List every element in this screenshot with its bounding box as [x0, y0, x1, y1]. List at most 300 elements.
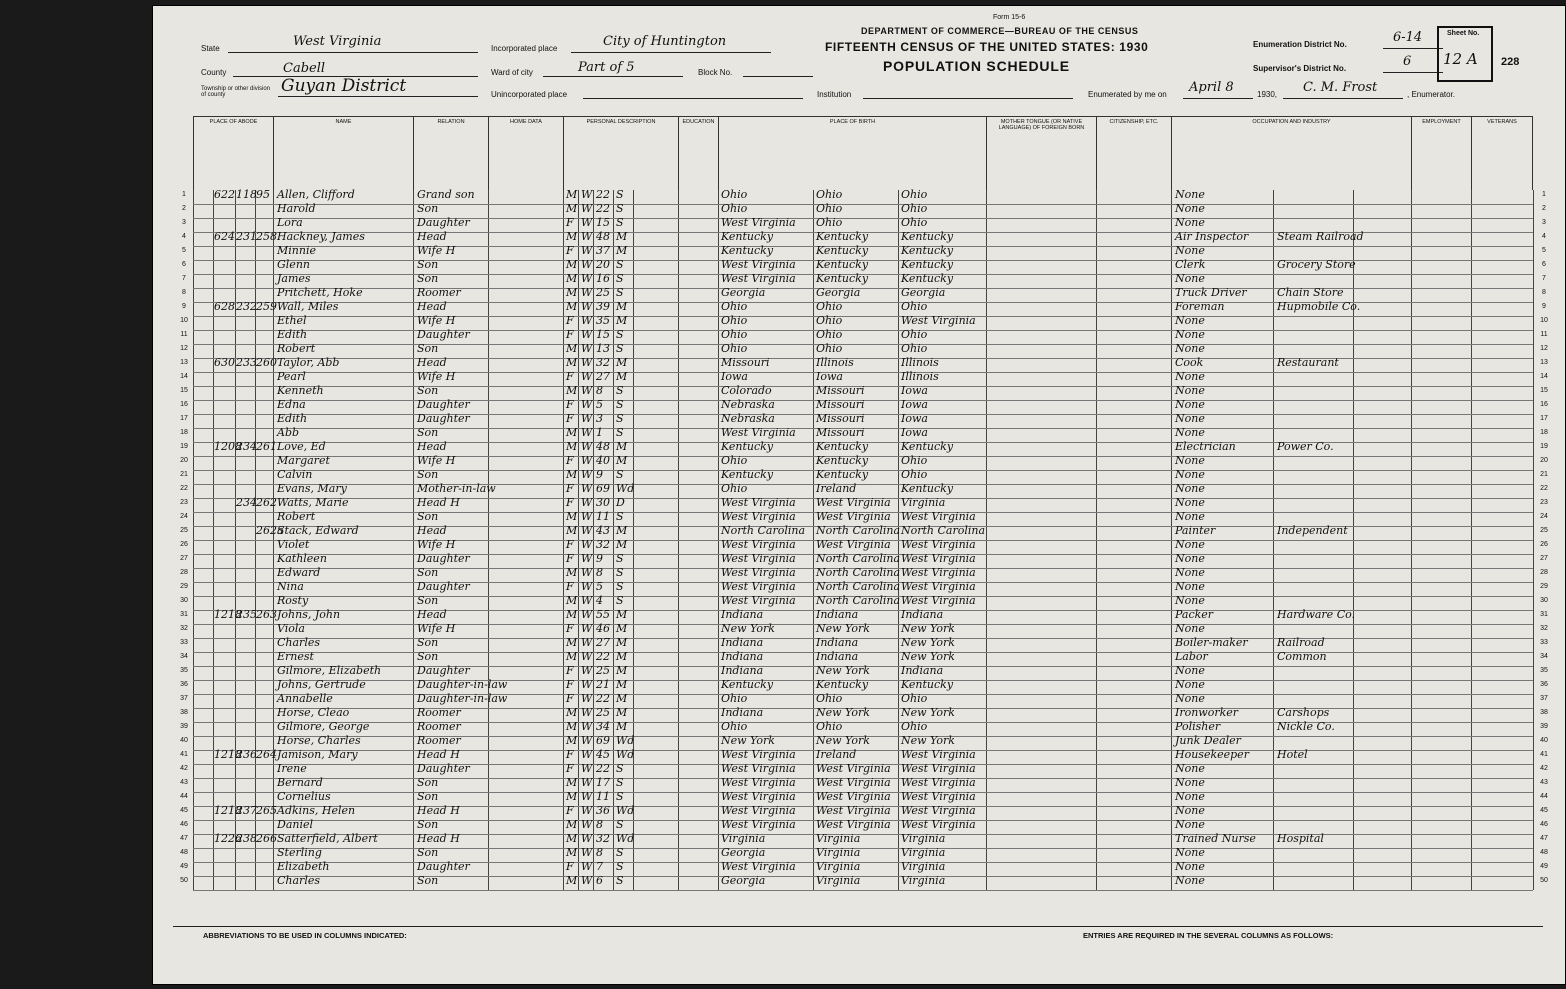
line-number-right: 12: [1540, 345, 1548, 352]
line-number-right: 8: [1542, 289, 1546, 296]
race: W: [581, 398, 593, 411]
person-name: Ernest: [277, 650, 314, 663]
sex: F: [566, 314, 574, 327]
group-education: EDUCATION: [678, 116, 718, 190]
line-number: 43: [180, 779, 188, 786]
birthplace-father: North Carolina: [816, 552, 901, 565]
household-number: 95: [256, 188, 270, 201]
line-number-right: 36: [1540, 681, 1548, 688]
birthplace-person: West Virginia: [721, 216, 796, 229]
person-name: Ethel: [277, 314, 307, 327]
person-name: Lora: [277, 216, 303, 229]
relation: Roomer: [417, 734, 461, 747]
occupation: None: [1175, 510, 1205, 523]
birthplace-person: Ohio: [721, 202, 748, 215]
relation: Head: [417, 356, 447, 369]
person-name: Allen, Clifford: [277, 188, 355, 201]
group-veterans: VETERANS: [1471, 116, 1533, 190]
dwelling-number: 1226: [214, 832, 242, 845]
birthplace-mother: Ohio: [901, 454, 928, 467]
occupation: None: [1175, 692, 1205, 705]
birthplace-father: Kentucky: [816, 468, 869, 481]
relation: Daughter: [417, 328, 470, 341]
sex: F: [566, 370, 574, 383]
occupation: Foreman: [1175, 300, 1225, 313]
sex: M: [566, 286, 578, 299]
race: W: [581, 818, 593, 831]
line-number-right: 2: [1542, 205, 1546, 212]
marital-status: M: [616, 440, 628, 453]
person-name: Annabelle: [277, 692, 333, 705]
birthplace-person: Iowa: [721, 370, 748, 383]
occupation: Housekeeper: [1175, 748, 1249, 761]
person-name: Edith: [277, 328, 308, 341]
age: 37: [596, 244, 610, 257]
dwelling-number: 1218: [214, 804, 242, 817]
person-name: Horse, Charles: [277, 734, 361, 747]
marital-status: S: [616, 580, 624, 593]
occupation: None: [1175, 804, 1205, 817]
occupation: Trained Nurse: [1175, 832, 1256, 845]
birthplace-father: North Carolina: [816, 566, 901, 579]
person-name: Taylor, Abb: [277, 356, 340, 369]
relation: Son: [417, 874, 439, 887]
line-number: 21: [180, 471, 188, 478]
occupation: Painter: [1175, 524, 1216, 537]
birthplace-mother: Iowa: [901, 426, 928, 439]
birthplace-person: Ohio: [721, 300, 748, 313]
birthplace-father: New York: [816, 664, 870, 677]
line-number-right: 37: [1540, 695, 1548, 702]
birthplace-father: Illinois: [816, 356, 854, 369]
group-occupation-industry: OCCUPATION AND INDUSTRY: [1171, 116, 1411, 190]
line-number-right: 4: [1542, 233, 1546, 240]
sex: F: [566, 692, 574, 705]
table-row: [180, 356, 1548, 373]
birthplace-person: West Virginia: [721, 860, 796, 873]
industry: Hardware Co.: [1277, 608, 1356, 621]
age: 8: [596, 818, 603, 831]
person-name: Abb: [277, 426, 300, 439]
occupation: None: [1175, 468, 1205, 481]
incorporated-label: Incorporated place: [491, 44, 558, 53]
line-number-right: 47: [1540, 835, 1548, 842]
marital-status: S: [616, 468, 624, 481]
line-number: 16: [180, 401, 188, 408]
line-number-right: 15: [1540, 387, 1548, 394]
person-name: Harold: [277, 202, 316, 215]
person-name: Kenneth: [277, 384, 324, 397]
birthplace-mother: West Virginia: [901, 538, 976, 551]
age: 25: [596, 706, 610, 719]
marital-status: S: [616, 342, 624, 355]
sex: F: [566, 748, 574, 761]
age: 22: [596, 202, 610, 215]
line-number-right: 10: [1540, 317, 1548, 324]
marital-status: Wd: [616, 734, 635, 747]
line-number: 25: [180, 527, 188, 534]
line-number: 20: [180, 457, 188, 464]
sex: M: [566, 300, 578, 313]
marital-status: M: [616, 524, 628, 537]
relation: Head: [417, 300, 447, 313]
line-number: 2: [182, 205, 186, 212]
age: 11: [596, 790, 610, 803]
person-name: Evans, Mary: [277, 482, 347, 495]
marital-status: S: [616, 258, 624, 271]
household-number: 263: [256, 608, 277, 621]
line-number: 40: [180, 737, 188, 744]
birthplace-father: Missouri: [816, 426, 865, 439]
age: 35: [596, 314, 610, 327]
line-number: 49: [180, 863, 188, 870]
birthplace-mother: West Virginia: [901, 776, 976, 789]
person-name: Charles: [277, 874, 320, 887]
line-number-right: 40: [1540, 737, 1548, 744]
person-name: Watts, Marie: [277, 496, 349, 509]
birthplace-mother: Kentucky: [901, 482, 954, 495]
birthplace-father: North Carolina: [816, 580, 901, 593]
birthplace-father: Kentucky: [816, 678, 869, 691]
sex: M: [566, 706, 578, 719]
table-row: [182, 202, 1546, 219]
occupation: None: [1175, 776, 1205, 789]
sex: F: [566, 328, 574, 341]
relation: Son: [417, 594, 439, 607]
person-name: Pritchett, Hoke: [277, 286, 363, 299]
marital-status: M: [616, 538, 628, 551]
line-number: 23: [180, 499, 188, 506]
birthplace-mother: Ohio: [901, 468, 928, 481]
birthplace-father: Ohio: [816, 314, 843, 327]
age: 5: [596, 398, 603, 411]
occupation: None: [1175, 188, 1205, 201]
table-row: [180, 678, 1548, 695]
marital-status: M: [616, 650, 628, 663]
industry: Hotel: [1277, 748, 1308, 761]
block-label: Block No.: [698, 68, 733, 77]
relation: Roomer: [417, 720, 461, 733]
relation: Daughter: [417, 216, 470, 229]
line-number: 4: [182, 233, 186, 240]
birthplace-person: Ohio: [721, 314, 748, 327]
line-number-right: 48: [1540, 849, 1548, 856]
person-name: Love, Ed: [277, 440, 326, 453]
household-number: 258: [256, 230, 277, 243]
age: 69: [596, 482, 610, 495]
household-number: 262a: [256, 524, 284, 537]
household-number: 265: [256, 804, 277, 817]
relation: Daughter: [417, 552, 470, 565]
occupation: Electrician: [1175, 440, 1236, 453]
person-name: Satterfield, Albert: [277, 832, 378, 845]
relation: Head H: [417, 496, 460, 509]
birthplace-mother: West Virginia: [901, 818, 976, 831]
relation: Daughter-in-law: [417, 692, 508, 705]
race: W: [581, 286, 593, 299]
person-name: Calvin: [277, 468, 313, 481]
birthplace-mother: West Virginia: [901, 790, 976, 803]
race: W: [581, 258, 593, 271]
age: 22: [596, 650, 610, 663]
age: 21: [596, 678, 610, 691]
birthplace-person: Nebraska: [721, 412, 775, 425]
line-number-right: 46: [1540, 821, 1548, 828]
table-row: [180, 874, 1548, 891]
line-number-right: 25: [1540, 527, 1548, 534]
birthplace-person: West Virginia: [721, 804, 796, 817]
person-name: Kathleen: [277, 552, 327, 565]
occupation: None: [1175, 384, 1205, 397]
marital-status: S: [616, 790, 624, 803]
occupation: Labor: [1175, 650, 1208, 663]
occupation: None: [1175, 622, 1205, 635]
marital-status: S: [616, 818, 624, 831]
relation: Roomer: [417, 286, 461, 299]
supervisor-label: Supervisor's District No.: [1253, 64, 1347, 73]
person-name: Charles: [277, 636, 320, 649]
line-number-right: 16: [1540, 401, 1548, 408]
birthplace-mother: Iowa: [901, 384, 928, 397]
occupation: None: [1175, 790, 1205, 803]
age: 8: [596, 566, 603, 579]
birthplace-mother: Indiana: [901, 608, 944, 621]
birthplace-person: Kentucky: [721, 468, 774, 481]
birthplace-person: Missouri: [721, 356, 770, 369]
person-name: Cornelius: [277, 790, 331, 803]
birthplace-mother: West Virginia: [901, 552, 976, 565]
household-number: 262: [256, 496, 277, 509]
marital-status: S: [616, 272, 624, 285]
line-number: 44: [180, 793, 188, 800]
industry: Hupmobile Co.: [1277, 300, 1361, 313]
birthplace-father: Kentucky: [816, 440, 869, 453]
line-number-right: 5: [1542, 247, 1546, 254]
sex: M: [566, 188, 578, 201]
person-name: Irene: [277, 762, 307, 775]
sex: F: [566, 454, 574, 467]
age: 22: [596, 692, 610, 705]
group-personal-description: PERSONAL DESCRIPTION: [563, 116, 678, 190]
line-number-right: 19: [1540, 443, 1548, 450]
state-value: West Virginia: [293, 34, 382, 49]
birthplace-person: Indiana: [721, 608, 764, 621]
table-row: [180, 734, 1548, 751]
line-number-right: 28: [1540, 569, 1548, 576]
birthplace-father: Virginia: [816, 874, 861, 887]
person-name: Johns, Gertrude: [277, 678, 366, 691]
enumerated-date: April 8: [1189, 80, 1234, 95]
birthplace-father: New York: [816, 734, 870, 747]
occupation: None: [1175, 342, 1205, 355]
group-place-of-abode: PLACE OF ABODE: [193, 116, 273, 190]
birthplace-person: Ohio: [721, 720, 748, 733]
birthplace-person: West Virginia: [721, 258, 796, 271]
birthplace-father: Ohio: [816, 188, 843, 201]
marital-status: S: [616, 874, 624, 887]
occupation: None: [1175, 454, 1205, 467]
table-row: [180, 636, 1548, 653]
industry: Railroad: [1277, 636, 1325, 649]
birthplace-person: Georgia: [721, 874, 766, 887]
sex: M: [566, 566, 578, 579]
birthplace-person: Ohio: [721, 692, 748, 705]
relation: Son: [417, 510, 439, 523]
age: 11: [596, 510, 610, 523]
age: 15: [596, 328, 610, 341]
sex: F: [566, 860, 574, 873]
birthplace-person: West Virginia: [721, 790, 796, 803]
incorporated-value: City of Huntington: [603, 34, 727, 49]
race: W: [581, 342, 593, 355]
race: W: [581, 832, 593, 845]
birthplace-person: Ohio: [721, 342, 748, 355]
birthplace-father: Ohio: [816, 342, 843, 355]
sex: M: [566, 832, 578, 845]
county-value: Cabell: [283, 61, 326, 76]
relation: Daughter: [417, 762, 470, 775]
occupation: None: [1175, 496, 1205, 509]
line-number: 17: [180, 415, 188, 422]
occupation: None: [1175, 216, 1205, 229]
dwelling-number: 1218: [214, 748, 242, 761]
occupation: None: [1175, 566, 1205, 579]
race: W: [581, 188, 593, 201]
race: W: [581, 790, 593, 803]
birthplace-mother: Kentucky: [901, 244, 954, 257]
birthplace-person: West Virginia: [721, 762, 796, 775]
sex: M: [566, 790, 578, 803]
group-employment: EMPLOYMENT: [1411, 116, 1471, 190]
household-number: 261: [256, 440, 277, 453]
age: 9: [596, 468, 603, 481]
birthplace-father: Kentucky: [816, 454, 869, 467]
age: 15: [596, 216, 610, 229]
line-number: 31: [180, 611, 188, 618]
marital-status: M: [616, 636, 628, 649]
line-number: 13: [180, 359, 188, 366]
age: 45: [596, 748, 610, 761]
page-stamp: 228: [1501, 56, 1520, 68]
person-name: Wall, Miles: [277, 300, 339, 313]
race: W: [581, 846, 593, 859]
birthplace-person: Colorado: [721, 384, 772, 397]
line-number: 14: [180, 373, 188, 380]
marital-status: Wd: [616, 804, 635, 817]
birthplace-father: Virginia: [816, 846, 861, 859]
birthplace-person: Kentucky: [721, 244, 774, 257]
sex: F: [566, 398, 574, 411]
sex: M: [566, 720, 578, 733]
person-name: Margaret: [277, 454, 330, 467]
occupation: None: [1175, 482, 1205, 495]
sex: F: [566, 762, 574, 775]
birthplace-mother: Kentucky: [901, 678, 954, 691]
occupation: None: [1175, 412, 1205, 425]
race: W: [581, 580, 593, 593]
race: W: [581, 622, 593, 635]
birthplace-mother: Ohio: [901, 692, 928, 705]
race: W: [581, 202, 593, 215]
sex: F: [566, 482, 574, 495]
line-number-right: 7: [1542, 275, 1546, 282]
footer: [173, 926, 1543, 979]
marital-status: M: [616, 370, 628, 383]
age: 32: [596, 538, 610, 551]
person-name: Violet: [277, 538, 310, 551]
line-number-right: 50: [1540, 877, 1548, 884]
relation: Head H: [417, 748, 460, 761]
sex: M: [566, 776, 578, 789]
line-number-right: 38: [1540, 709, 1548, 716]
birthplace-father: West Virginia: [816, 538, 891, 551]
table-row: [180, 832, 1548, 849]
birthplace-mother: Ohio: [901, 342, 928, 355]
age: 17: [596, 776, 610, 789]
person-name: Bernard: [277, 776, 323, 789]
age: 36: [596, 804, 610, 817]
birthplace-mother: Ohio: [901, 328, 928, 341]
sex: F: [566, 622, 574, 635]
birthplace-person: Ohio: [721, 328, 748, 341]
marital-status: S: [616, 202, 624, 215]
household-number: 264: [256, 748, 277, 761]
line-number-right: 22: [1540, 485, 1548, 492]
marital-status: M: [616, 608, 628, 621]
sex: M: [566, 342, 578, 355]
marital-status: M: [616, 356, 628, 369]
birthplace-person: Nebraska: [721, 398, 775, 411]
line-number: 10: [180, 317, 188, 324]
occupation: Cook: [1175, 356, 1204, 369]
birthplace-father: New York: [816, 622, 870, 635]
occupation: None: [1175, 762, 1205, 775]
line-number-right: 35: [1540, 667, 1548, 674]
family-number: 233: [236, 356, 257, 369]
birthplace-person: Kentucky: [721, 230, 774, 243]
birthplace-father: West Virginia: [816, 510, 891, 523]
relation: Wife H: [417, 454, 456, 467]
line-number-right: 17: [1540, 415, 1548, 422]
family-number: 237: [236, 804, 257, 817]
dwelling-number: 1218: [214, 608, 242, 621]
marital-status: M: [616, 230, 628, 243]
person-name: Gilmore, Elizabeth: [277, 664, 382, 677]
enum-district-label: Enumeration District No.: [1253, 40, 1347, 49]
birthplace-person: West Virginia: [721, 426, 796, 439]
race: W: [581, 244, 593, 257]
age: 4: [596, 594, 603, 607]
line-number-right: 18: [1540, 429, 1548, 436]
age: 43: [596, 524, 610, 537]
sex: F: [566, 538, 574, 551]
birthplace-father: West Virginia: [816, 804, 891, 817]
race: W: [581, 608, 593, 621]
birthplace-person: West Virginia: [721, 566, 796, 579]
birthplace-father: Ohio: [816, 202, 843, 215]
race: W: [581, 804, 593, 817]
sex: M: [566, 650, 578, 663]
family-number: 232: [236, 300, 257, 313]
marital-status: S: [616, 510, 624, 523]
race: W: [581, 440, 593, 453]
birthplace-mother: Kentucky: [901, 440, 954, 453]
family-number: 234: [236, 440, 257, 453]
birthplace-mother: West Virginia: [901, 314, 976, 327]
race: W: [581, 538, 593, 551]
birthplace-person: West Virginia: [721, 538, 796, 551]
race: W: [581, 272, 593, 285]
